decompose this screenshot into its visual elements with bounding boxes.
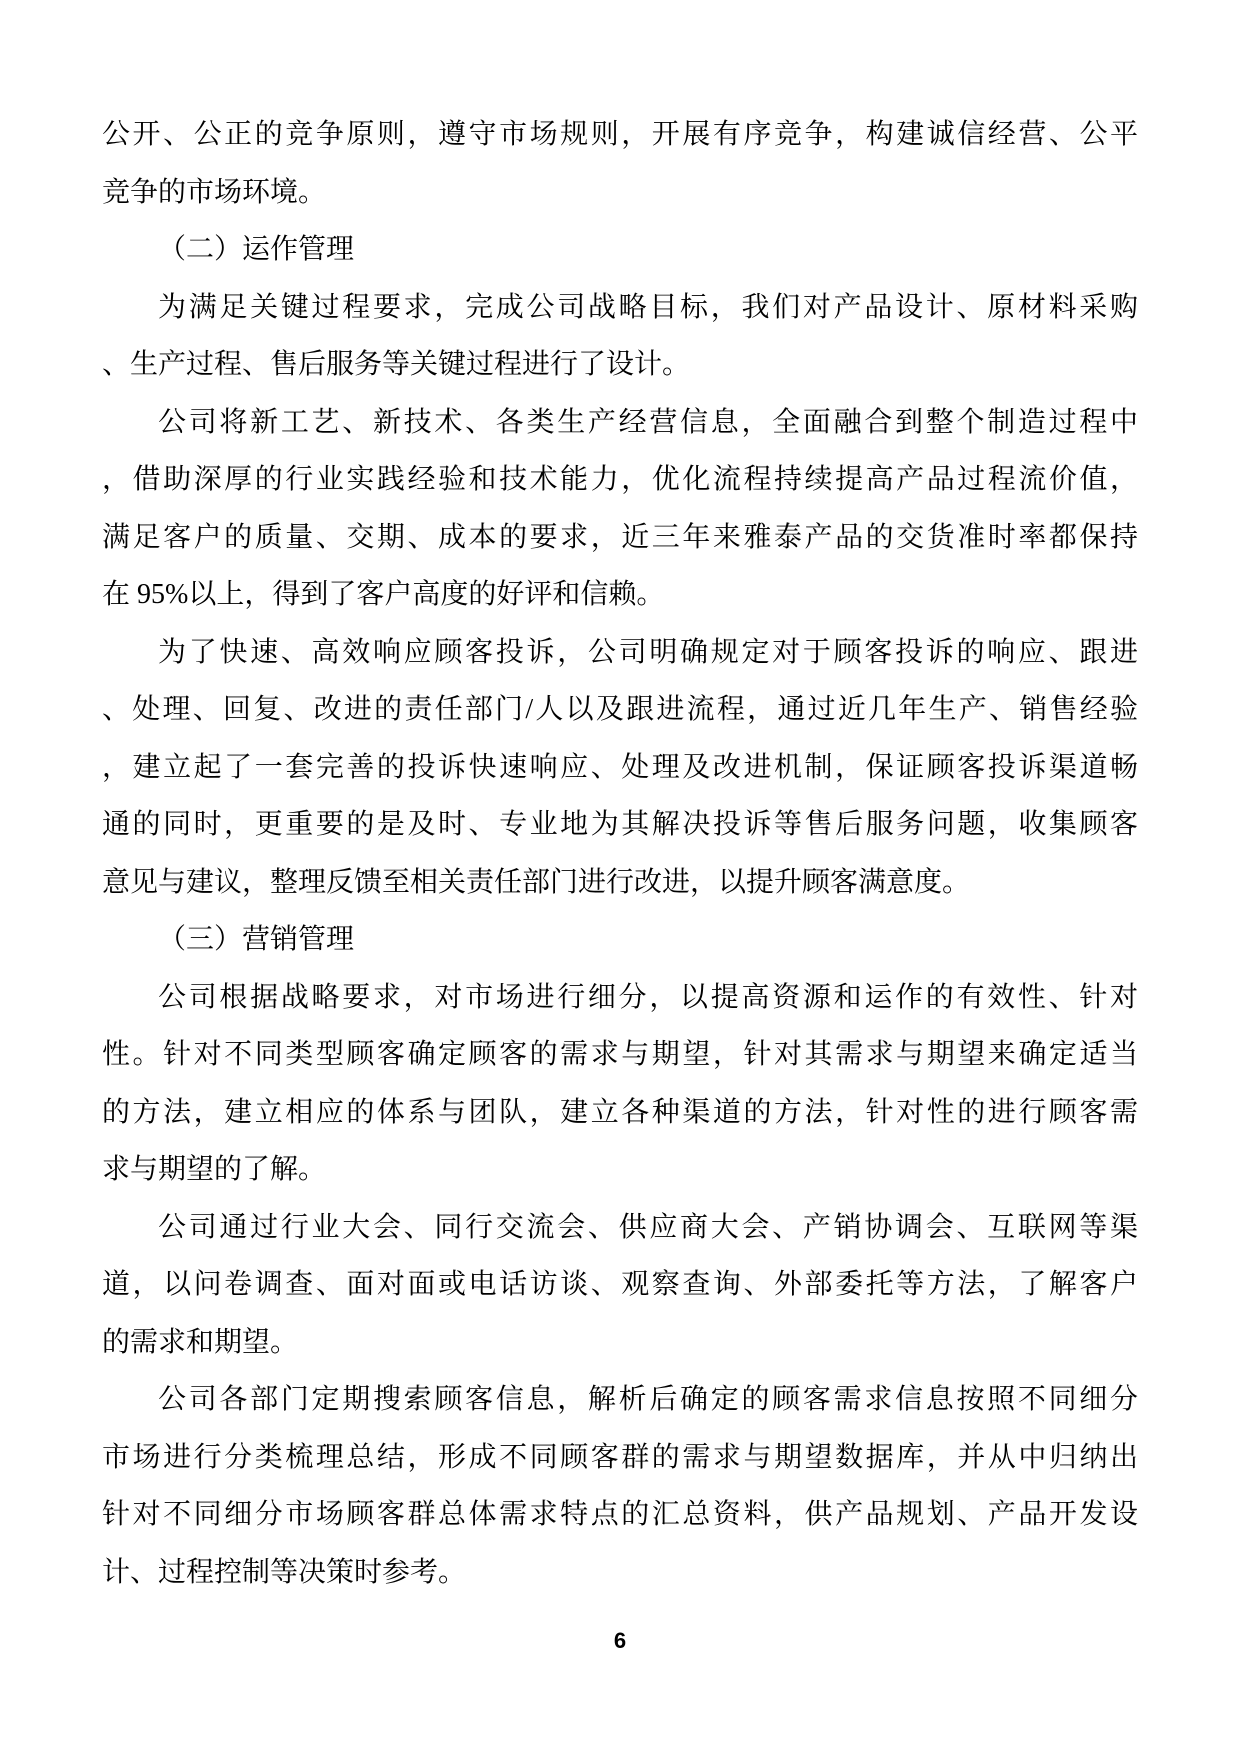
text-line: 求与期望的了解。 (102, 1154, 327, 1185)
text-line: 公司根据战略要求，对市场进行细分，以提高资源和运作的有效性、针对 (158, 981, 1138, 1013)
text-line: 意见与建议，整理反馈至相关责任部门进行改进，以提升顾客满意度。 (102, 866, 971, 898)
section-heading: （三）营销管理 (158, 924, 355, 955)
text-line: 满足客户的质量、交期、成本的要求，近三年来雅泰产品的交货准时率都保持 (102, 521, 1138, 553)
text-line: 针对不同细分市场顾客群总体需求特点的汇总资料，供产品规划、产品开发设 (102, 1499, 1138, 1530)
text-line: 在 95%以上，得到了客户高度的好评和信赖。 (102, 579, 665, 610)
page-number: 6 (613, 1628, 627, 1653)
text-line: 市场进行分类梳理总结，形成不同顾客群的需求与期望数据库，并从中归纳出 (102, 1441, 1138, 1473)
text-line: 公司将新工艺、新技术、各类生产经营信息，全面融合到整个制造过程中 (158, 406, 1138, 438)
text-line: 计、过程控制等决策时参考。 (102, 1556, 467, 1588)
document-body (102, 106, 1138, 1601)
text-line: 公开、公正的竞争原则，遵守市场规则，开展有序竞争，构建诚信经营、公平 (102, 119, 1138, 150)
text-line: 的需求和期望。 (102, 1326, 299, 1358)
section-heading: （二）运作管理 (158, 234, 355, 265)
text-line: ，借助深厚的行业实践经验和技术能力，优化流程持续提高产品过程流价值， (102, 464, 1138, 495)
text-line: ，建立起了一套完善的投诉快速响应、处理及改进机制，保证顾客投诉渠道畅 (102, 751, 1138, 783)
text-line: 公司通过行业大会、同行交流会、供应商大会、产销协调会、互联网等渠 (158, 1211, 1138, 1243)
text-line: 的方法，建立相应的体系与团队，建立各种渠道的方法，针对性的进行顾客需 (102, 1096, 1138, 1128)
text-line: 为满足关键过程要求，完成公司战略目标，我们对产品设计、原材料采购 (158, 291, 1138, 323)
text-line: 竞争的市场环境。 (102, 176, 327, 208)
text-line: 为了快速、高效响应顾客投诉，公司明确规定对于顾客投诉的响应、跟进 (158, 636, 1138, 668)
text-line: 公司各部门定期搜索顾客信息，解析后确定的顾客需求信息按照不同细分 (158, 1384, 1138, 1415)
text-line: 、生产过程、售后服务等关键过程进行了设计。 (102, 349, 691, 380)
text-line: 道，以问卷调查、面对面或电话访谈、观察查询、外部委托等方法，了解客户 (102, 1269, 1138, 1300)
text-line: 性。针对不同类型顾客确定顾客的需求与期望，针对其需求与期望来确定适当 (102, 1039, 1138, 1070)
text-line: 、处理、回复、改进的责任部门/人以及跟进流程，通过近几年生产、销售经验 (102, 694, 1138, 725)
text-line: 通的同时，更重要的是及时、专业地为其解决投诉等售后服务问题，收集顾客 (102, 809, 1138, 840)
